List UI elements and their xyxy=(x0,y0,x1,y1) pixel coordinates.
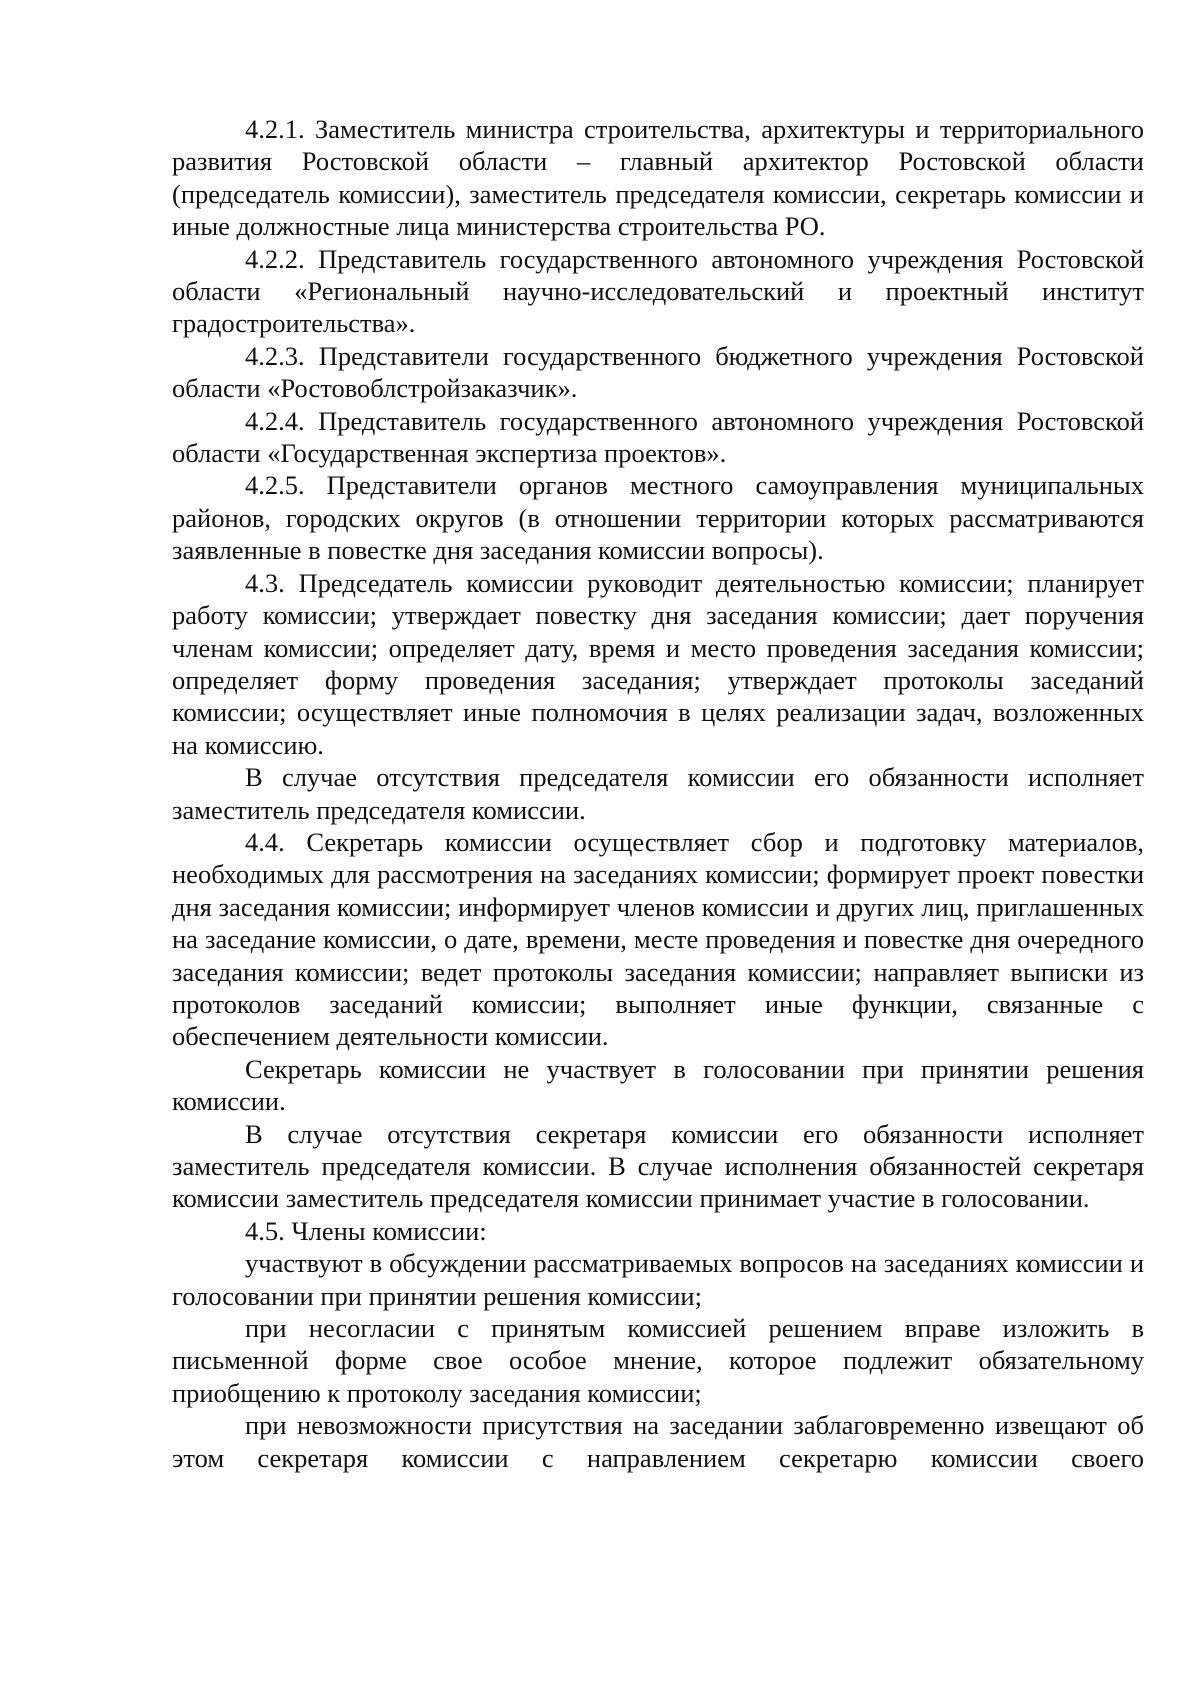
paragraph-members-dissent: при несогласии с принятым комиссией решением вправе изложить в письменной форме свое особое мнение, которое подлежит обязательному приобщению к протоколу заседания комиссии; xyxy=(172,1313,1144,1408)
paragraph-4-2-4: 4.2.4. Представитель государственного автономного учреждения Ростовской области «Государственная экспертиза проектов». xyxy=(172,405,1144,469)
paragraph-4-5: 4.5. Члены комиссии: xyxy=(245,1215,487,1246)
paragraph-secretary-voting: Секретарь комиссии не участвует в голосовании при принятии решения комиссии. xyxy=(172,1053,1144,1117)
document-body xyxy=(172,113,1144,1474)
paragraph-members-absence: при невозможности присутствия на заседании заблаговременно извещают об этом секретаря комиссии с направлением секретарю комиссии своего xyxy=(172,1410,1144,1473)
paragraph-4-4: 4.4. Секретарь комиссии осуществляет сбор и подготовку материалов, необходимых для рассмотрения на заседаниях комиссии; формирует проект повестки дня заседания комиссии; информирует членов комиссии и других лиц, приглашенных на заседание комиссии, о дате, времени, месте проведения и повестке дня очередного заседания комиссии; ведет протоколы заседания комиссии; направляет выписки из протоколов заседаний комиссии; выполняет иные функции, связанные с обеспечением деятельности комиссии. xyxy=(172,826,1144,1052)
paragraph-4-2-1: 4.2.1. Заместитель министра строительства, архитектуры и территориального развития Ростовской области – главный архитектор Ростовской области (председатель комиссии), заместитель председателя комиссии, секретарь комиссии и иные должностные лица министерства строительства РО. xyxy=(172,114,1144,242)
paragraph-secretary-absence: В случае отсутствия секретаря комиссии его обязанности исполняет заместитель председателя комиссии. В случае исполнения обязанностей секретаря комиссии заместитель председателя комиссии принимает участие в голосовании. xyxy=(172,1118,1144,1214)
paragraph-4-2-3: 4.2.3. Представители государственного бюджетного учреждения Ростовской области «Ростовоблстройзаказчик». xyxy=(172,340,1144,404)
paragraph-4-2-2: 4.2.2. Представитель государственного автономного учреждения Ростовской области «Региональный научно-исследовательский и проектный институт градостроительства». xyxy=(172,243,1144,339)
paragraph-chair-absence: В случае отсутствия председателя комиссии его обязанности исполняет заместитель председателя комиссии. xyxy=(172,762,1144,825)
paragraph-4-3: 4.3. Председатель комиссии руководит деятельностью комиссии; планирует работу комиссии; утверждает повестку дня заседания комиссии; дает поручения членам комиссии; определяет дату, время и место проведения заседания комиссии; определяет форму проведения заседания; утверждает протоколы заседаний комиссии; осуществляет иные полномочия в целях реализации задач, возложенных на комиссию. xyxy=(172,567,1144,760)
paragraph-members-participate: участвуют в обсуждении рассматриваемых вопросов на заседаниях комиссии и голосовании при принятии решения комиссии; xyxy=(172,1248,1144,1311)
paragraph-4-2-5: 4.2.5. Представители органов местного самоуправления муниципальных районов, городских округов (в отношении территории которых рассматриваются заявленные в повестке дня заседания комиссии вопросы). xyxy=(172,470,1144,566)
